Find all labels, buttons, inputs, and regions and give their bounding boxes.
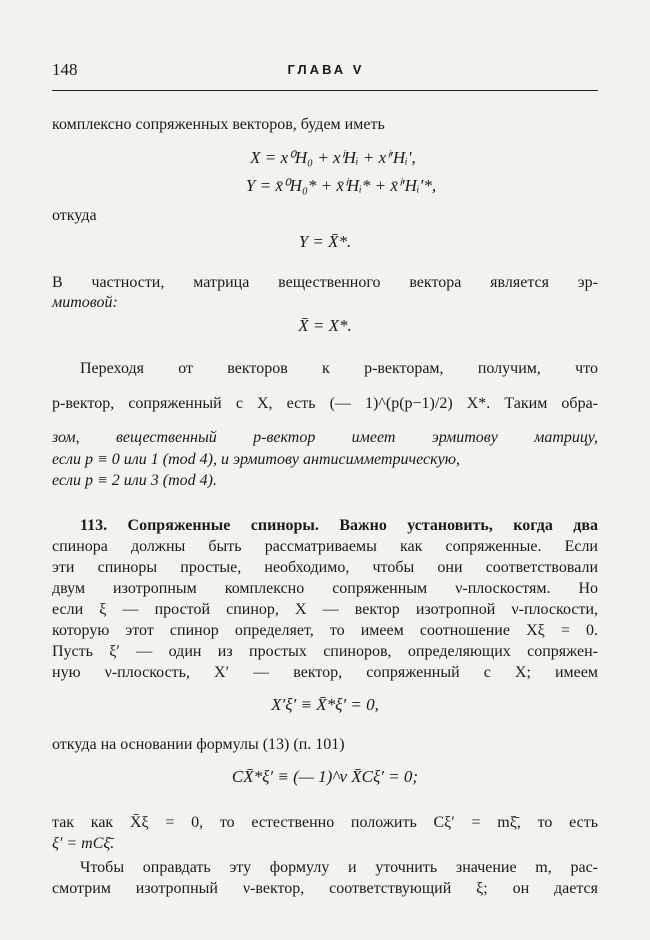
equation: Y = X̄*. bbox=[298, 232, 352, 251]
text-line: комплексно сопряженных векторов, будем иметь bbox=[52, 116, 385, 133]
text-line: ную ν-плоскость, X′ — вектор, сопряженный с X; имеем bbox=[52, 664, 598, 681]
text-line: так как X̄ξ = 0, то естественно положить Cξ′ = mξ̄, то есть bbox=[52, 814, 598, 831]
text-line: Пусть ξ′ — один из простых спиноров, определяющих сопряжен- bbox=[52, 643, 598, 660]
text-line: спинора должны быть рассматриваемы как сопряженные. Если bbox=[52, 538, 598, 555]
equation: Y = x̄⁰H₀* + x̄ⁱHᵢ* + x̄ⁱ′Hᵢ′*, bbox=[245, 176, 437, 195]
header-rule bbox=[52, 90, 598, 91]
equation: X′ξ′ ≡ X̄*ξ′ = 0, bbox=[271, 695, 379, 714]
equation: X = x⁰H₀ + xⁱHᵢ + xⁱ′Hᵢ′, bbox=[250, 148, 416, 167]
page-header bbox=[52, 60, 600, 88]
text-line: смотрим изотропный ν-вектор, соответствующий ξ; он дается bbox=[52, 880, 598, 897]
text-line: митовой: bbox=[52, 294, 118, 311]
section-heading-line: 113. Сопряженные спиноры. Важно установить, когда два bbox=[80, 517, 598, 534]
text-line: которую этот спинор определяет, то имеем соотношение Xξ = 0. bbox=[52, 622, 598, 639]
text-line: p-вектор, сопряженный с X, есть (— 1)^(p(p−1)/2) X*. Таким обра- bbox=[52, 395, 598, 412]
chapter-title: ГЛАВА V bbox=[287, 62, 365, 77]
text-line: если ξ — простой спинор, X — вектор изотропной ν-плоскости, bbox=[52, 601, 598, 618]
text-line: двум изотропным комплексно сопряженным ν-плоскостям. Но bbox=[52, 580, 598, 597]
text-line: В частности, матрица вещественного вектора является эр- bbox=[52, 274, 598, 291]
text-line: ξ′ = mCξ̄. bbox=[52, 835, 115, 852]
text-line: эти спиноры простые, необходимо, чтобы они соответствовали bbox=[52, 559, 598, 576]
page-number: 148 bbox=[52, 60, 78, 79]
text-line: откуда на основании формулы (13) (п. 101) bbox=[52, 736, 345, 753]
equation: X̄ = X*. bbox=[298, 316, 352, 335]
text-line: Переходя от векторов к p-векторам, получим, что bbox=[80, 360, 598, 377]
text-line: Чтобы оправдать эту формулу и уточнить значение m, рас- bbox=[80, 859, 598, 876]
text-line: зом, вещественный p-вектор имеет эрмитову матрицу, bbox=[52, 429, 598, 446]
text-line: откуда bbox=[52, 207, 97, 224]
text-line: если p ≡ 0 или 1 (mod 4), и эрмитову антисимметрическую, bbox=[52, 451, 460, 468]
text-line: если p ≡ 2 или 3 (mod 4). bbox=[52, 472, 217, 489]
equation: CX̄*ξ′ ≡ (— 1)^ν X̄Cξ′ = 0; bbox=[231, 767, 419, 786]
